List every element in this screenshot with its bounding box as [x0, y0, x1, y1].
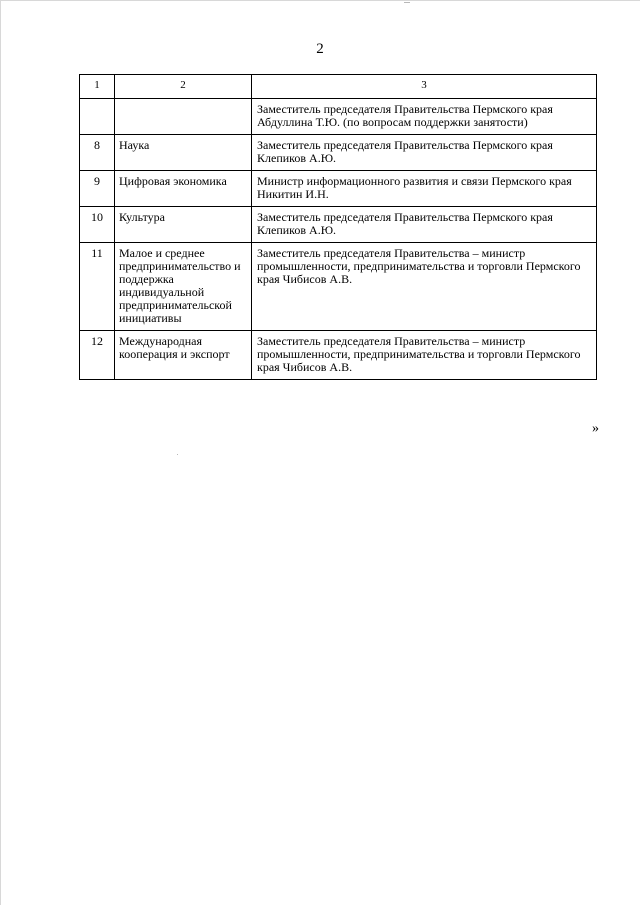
table-row	[80, 331, 597, 380]
row-number: 11	[80, 243, 115, 331]
row-responsible: Заместитель председателя Правительства – министр промышленности, предпринимательства и торговли Пермского края Чибисов А.В.	[252, 243, 597, 331]
row-number: 10	[80, 207, 115, 243]
table-row	[80, 99, 597, 135]
page-number: 2	[316, 41, 324, 57]
row-area	[115, 99, 252, 135]
row-number: 12	[80, 331, 115, 380]
closing-quote-mark: »	[592, 421, 599, 436]
row-area: Культура	[115, 207, 252, 243]
scan-left-edge	[0, 0, 1, 905]
row-responsible: Министр информационного развития и связи Пермского края Никитин И.Н.	[252, 171, 597, 207]
header-col-2: 2	[115, 75, 252, 99]
scan-speck	[177, 454, 178, 455]
row-responsible: Заместитель председателя Правительства Пермского края Абдуллина Т.Ю. (по вопросам поддержки занятости)	[252, 99, 597, 135]
header-col-3: 3	[252, 75, 597, 99]
row-number: 8	[80, 135, 115, 171]
table-row	[80, 171, 597, 207]
row-area: Малое и среднее предпринимательство и поддержка индивидуальной предпринимательской инициативы	[115, 243, 252, 331]
row-responsible: Заместитель председателя Правительства Пермского края Клепиков А.Ю.	[252, 207, 597, 243]
table-row	[80, 243, 597, 331]
table-row	[80, 135, 597, 171]
row-area: Наука	[115, 135, 252, 171]
scan-top-edge	[0, 0, 640, 1]
table-header-row	[80, 75, 597, 99]
scan-speck	[404, 2, 410, 3]
table-row	[80, 207, 597, 243]
row-responsible: Заместитель председателя Правительства – министр промышленности, предпринимательства и торговли Пермского края Чибисов А.В.	[252, 331, 597, 380]
row-area: Международная кооперация и экспорт	[115, 331, 252, 380]
row-number	[80, 99, 115, 135]
row-number: 9	[80, 171, 115, 207]
row-area: Цифровая экономика	[115, 171, 252, 207]
header-col-1: 1	[80, 75, 115, 99]
responsibility-table	[79, 74, 597, 380]
row-responsible: Заместитель председателя Правительства Пермского края Клепиков А.Ю.	[252, 135, 597, 171]
